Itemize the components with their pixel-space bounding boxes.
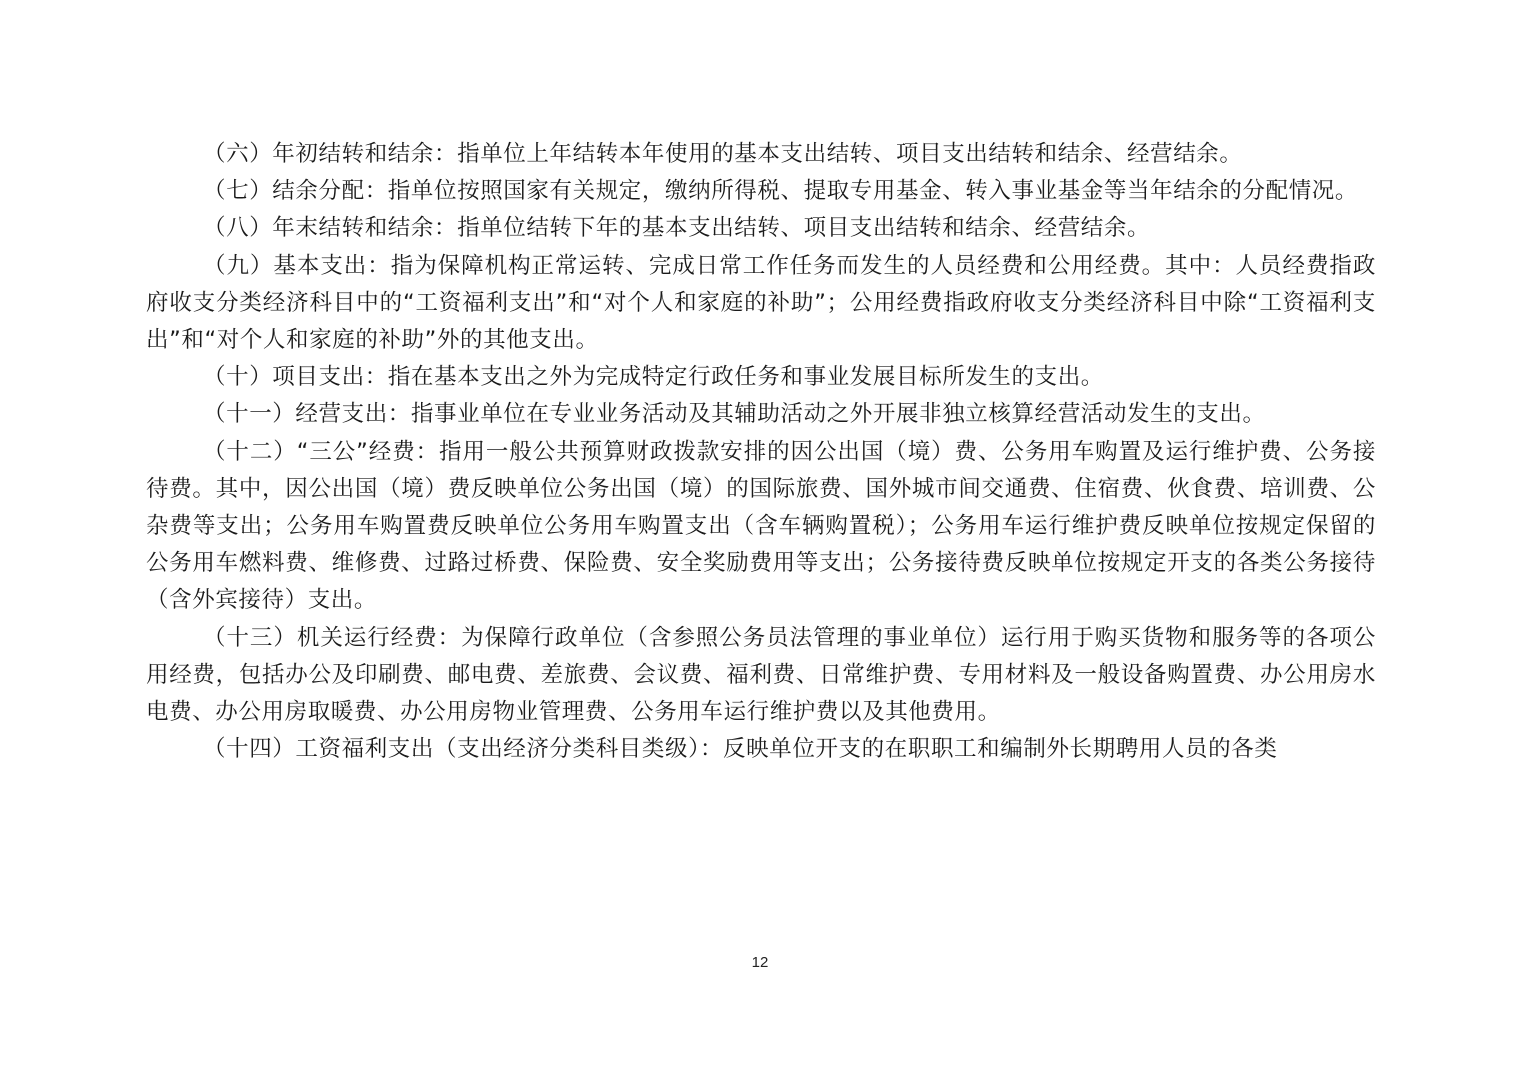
document-body [146, 136, 1376, 768]
paragraph-carryover-end: （八）年末结转和结余：指单位结转下年的基本支出结转、项目支出结转和结余、经营结余。 [203, 215, 1151, 242]
paragraph-operating-expenditure: （十一）经营支出：指事业单位在专业业务活动及其辅助活动之外开展非独立核算经营活动发生的支出。 [203, 401, 1266, 428]
paragraph-project-expenditure: （十）项目支出：指在基本支出之外为完成特定行政任务和事业发展目标所发生的支出。 [203, 364, 1104, 391]
paragraph-wages-benefits: （十四）工资福利支出（支出经济分类科目类级）：反映单位开支的在职职工和编制外长期聘用人员的各类 [203, 736, 1278, 763]
paragraph-agency-operating-expenses: （十三）机关运行经费：为保障行政单位（含参照公务员法管理的事业单位）运行用于购买货物和服务等的各项公用经费，包括办公及印刷费、邮电费、差旅费、会议费、福利费、日常维护费、专用材料及一般设备购置费、办公用房水电费、办公用房取暖费、办公用房物业管理费、公务用车运行维护费以及其他费用。 [146, 624, 1376, 726]
paragraph-surplus-distribution: （七）结余分配：指单位按照国家有关规定，缴纳所得税、提取专用基金、转入事业基金等当年结余的分配情况。 [203, 178, 1359, 205]
paragraph-three-public-expenses: （十二）“三公”经费：指用一般公共预算财政拨款安排的因公出国（境）费、公务用车购置及运行维护费、公务接待费。其中，因公出国（境）费反映单位公务出国（境）的国际旅费、国外城市间交通费、住宿费、伙食费、培训费、公杂费等支出；公务用车购置费反映单位公务用车购置支出（含车辆购置税）；公务用车运行维护费反映单位按规定保留的公务用车燃料费、维修费、过路过桥费、保险费、安全奖励费用等支出；公务接待费反映单位按规定开支的各类公务接待（含外宾接待）支出。 [146, 438, 1376, 614]
page-number: 12 [751, 954, 769, 971]
paragraph-basic-expenditure: （九）基本支出：指为保障机构正常运转、完成日常工作任务而发生的人员经费和公用经费。其中：人员经费指政府收支分类经济科目中的“工资福利支出”和“对个人和家庭的补助”；公用经费指政府收支分类经济科目中除“工资福利支出”和“对个人和家庭的补助”外的其他支出。 [146, 252, 1376, 354]
paragraph-carryover-beginning: （六）年初结转和结余：指单位上年结转本年使用的基本支出结转、项目支出结转和结余、经营结余。 [203, 141, 1243, 167]
